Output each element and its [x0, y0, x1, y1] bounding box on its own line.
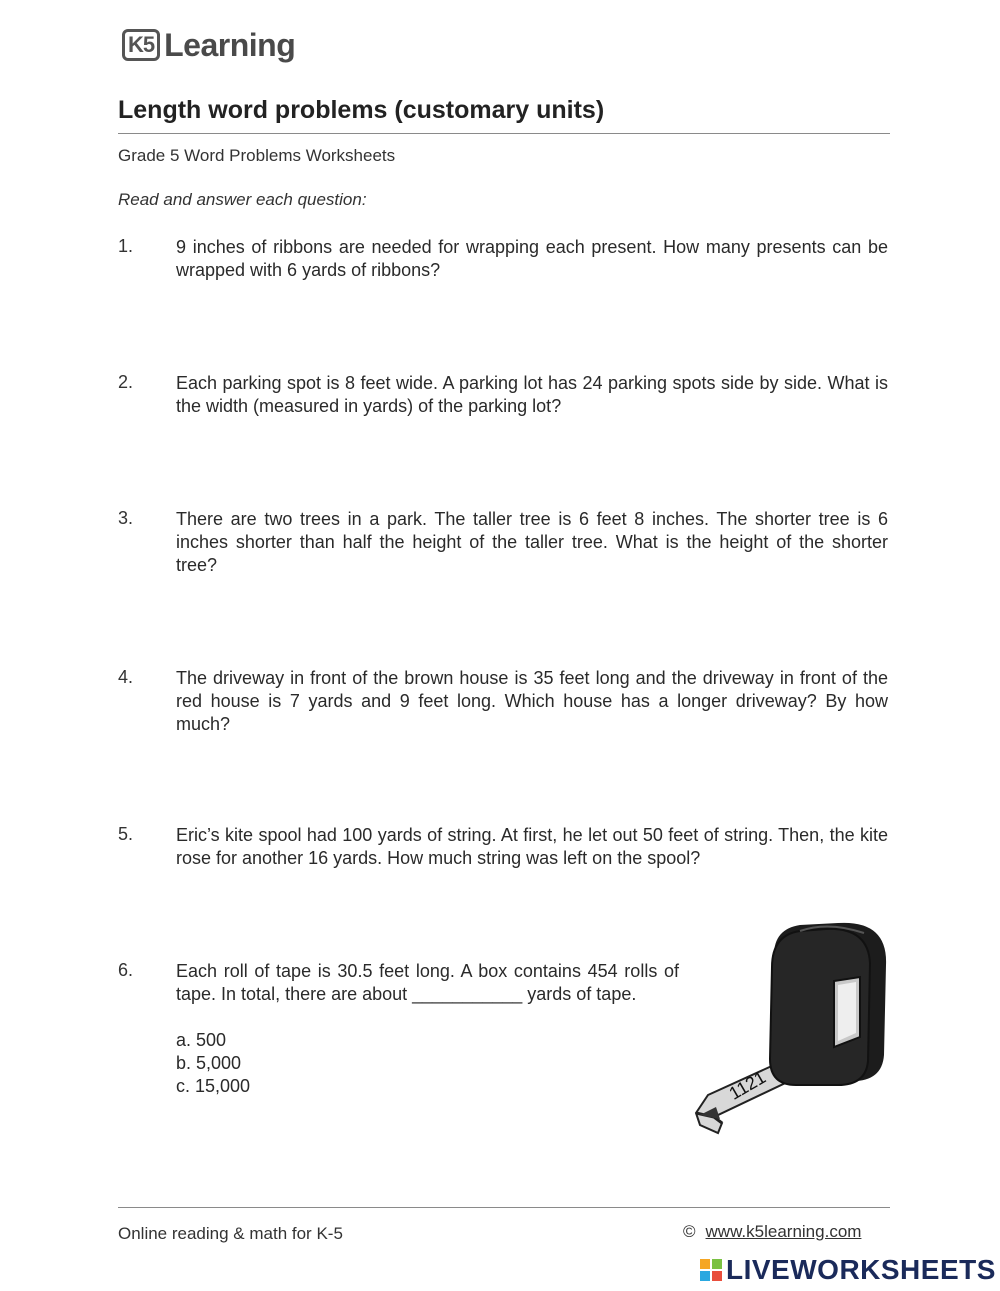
subtitle: Grade 5 Word Problems Worksheets [118, 146, 396, 165]
answer-option-a[interactable]: a. 500 [176, 1030, 227, 1050]
question-text: The driveway in front of the brown house is 35 feet long and the driveway in front of the red house is 7 yards and 9 feet long. Which house has a longer driveway? By how much? [176, 668, 888, 734]
instructions: Read and answer each question: [118, 190, 367, 209]
footer-divider [118, 1207, 890, 1208]
footer-tagline: Online reading & math for K-5 [118, 1224, 343, 1243]
footer-link[interactable] [683, 1222, 861, 1242]
liveworksheets-logo-icon [700, 1259, 722, 1281]
question-text: Eric’s kite spool had 100 yards of string. At first, he let out 50 feet of string. Then, the kite rose for another 16 yards. How much string was left on the spool? [176, 825, 888, 868]
question-text: There are two trees in a park. The taller tree is 6 feet 8 inches. The shorter tree is 6 inches shorter than half the height of the taller tree. What is the height of the shorter tree? [176, 509, 888, 575]
question-number: 3. [118, 508, 134, 528]
logo-text: Learning [164, 26, 296, 63]
question-text: Each roll of tape is 30.5 feet long. A box contains 454 rolls of tape. In total, there are about ___________ yards of tape. [176, 961, 679, 1004]
answer-option-c[interactable]: c. 15,000 [176, 1076, 251, 1096]
copyright-symbol: © [683, 1222, 696, 1241]
question-number: 5. [118, 824, 134, 844]
question-number: 1. [118, 236, 134, 256]
answer-option-b[interactable]: b. 5,000 [176, 1053, 242, 1073]
question-number: 2. [118, 372, 134, 392]
logo-badge: K5 [122, 29, 160, 61]
question-number: 4. [118, 667, 134, 687]
question-text: Each parking spot is 8 feet wide. A parking lot has 24 parking spots side by side. What is the width (measured in yards) of the parking lot? [176, 373, 888, 416]
watermark-text: LIVEWORKSHEETS [726, 1254, 996, 1285]
liveworksheets-watermark [700, 1254, 996, 1286]
website-url[interactable]: www.k5learning.com [705, 1222, 862, 1241]
page-title: Length word problems (customary units) [118, 96, 605, 124]
question-text: 9 inches of ribbons are needed for wrapping each present. How many presents can be wrapped with 6 yards of ribbons? [176, 237, 888, 280]
title-divider [118, 133, 890, 134]
tape-label: 1121 [725, 1066, 770, 1104]
tape-measure-image [688, 915, 903, 1140]
question-number: 6. [118, 960, 134, 980]
k5-learning-logo [122, 20, 295, 70]
